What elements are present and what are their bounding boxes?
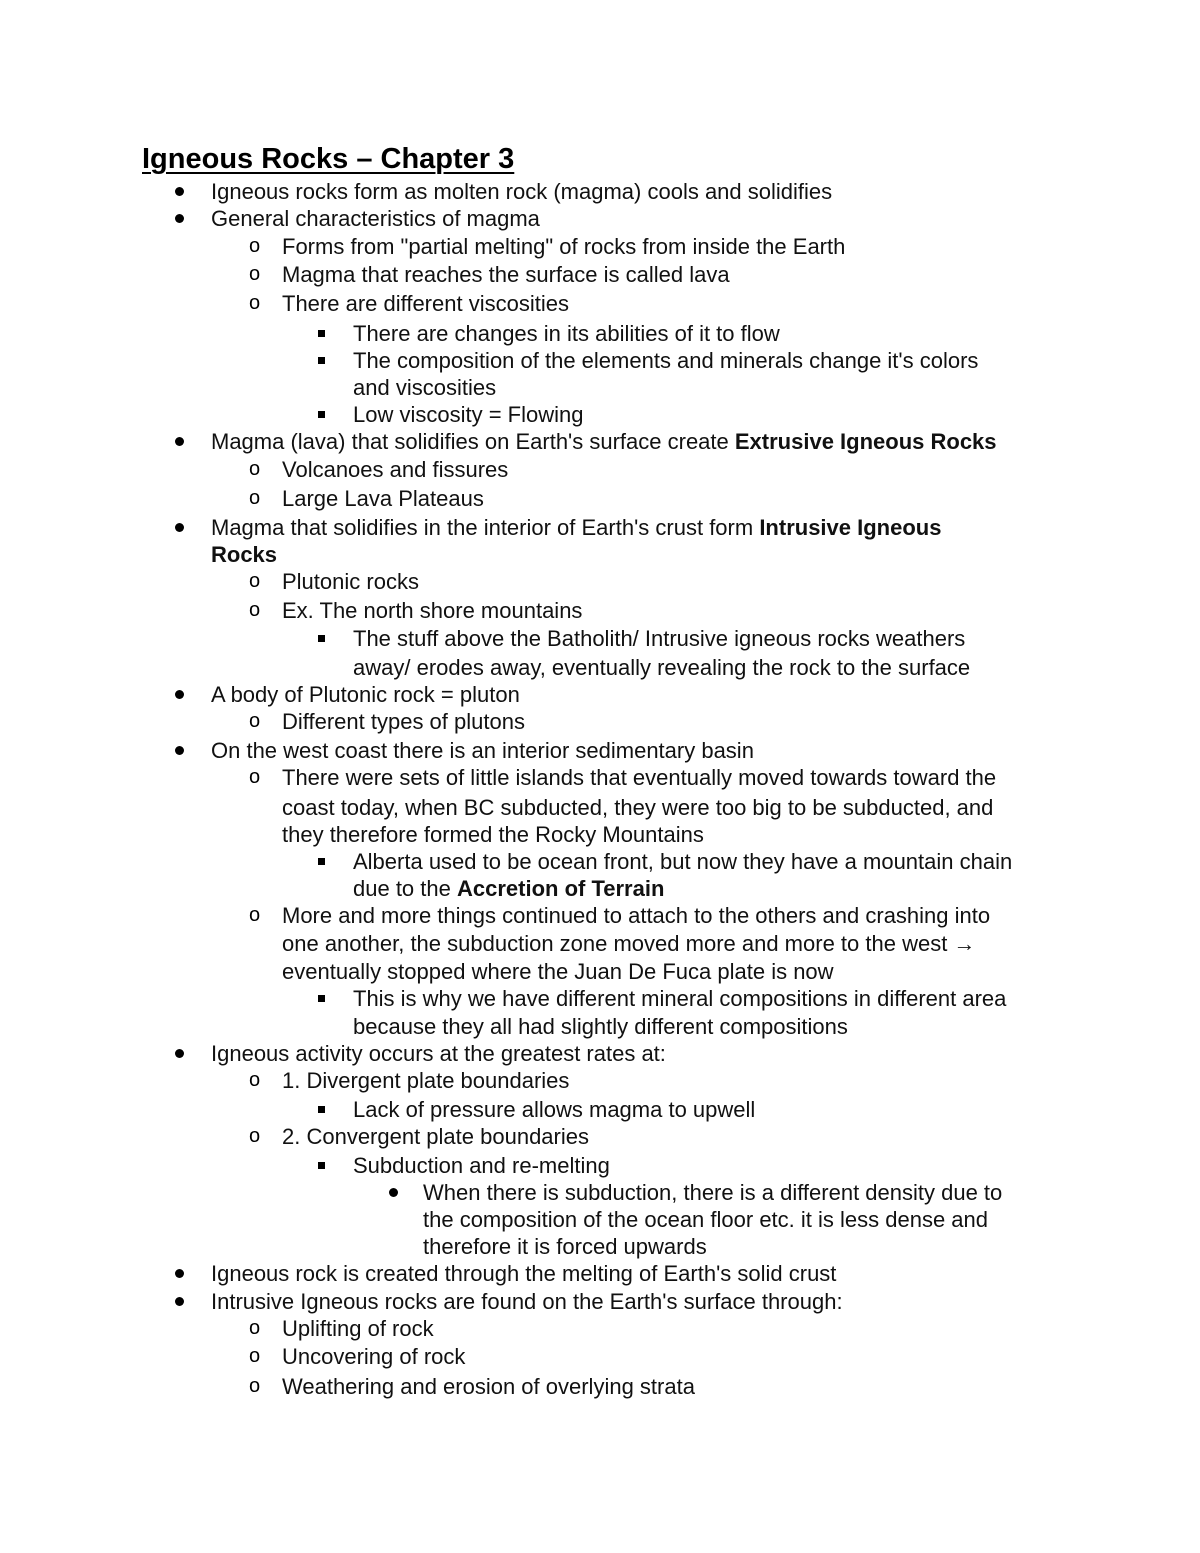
bullet-square-icon (318, 635, 325, 642)
text-run: Magma that reaches the surface is called lava (282, 262, 730, 287)
bullet-square-icon (318, 995, 325, 1002)
list-item-line (353, 654, 970, 681)
list-item-line (282, 261, 730, 288)
bullet-circle-icon: o (249, 1375, 261, 1397)
bullet-dot-icon (175, 1269, 184, 1278)
list-item-line (282, 902, 990, 929)
bold-term: Rocks (211, 542, 278, 567)
list-item-line (211, 737, 754, 764)
bullet-circle-icon: o (249, 766, 261, 788)
text-run: There are different viscosities (282, 291, 569, 316)
bullet-circle-icon: o (249, 292, 261, 314)
bullet-square-icon (318, 858, 325, 865)
bullet-circle-icon: o (249, 599, 261, 621)
text-run: the composition of the ocean floor etc. it is less dense and (423, 1207, 988, 1232)
list-item-line (282, 1315, 434, 1342)
list-item-line (211, 1288, 843, 1315)
text-run: one another, the subduction zone moved more and more to the west (282, 931, 954, 956)
list-item-line (282, 1067, 569, 1094)
list-item-line (353, 848, 1012, 875)
bullet-square-icon (318, 330, 325, 337)
list-item-line (282, 597, 582, 624)
bold-term: Intrusive Igneous (759, 515, 942, 540)
bullet-circle-icon: o (249, 710, 261, 732)
text-run: Uplifting of rock (282, 1316, 434, 1341)
list-item-line (282, 821, 704, 848)
list-item-line (353, 985, 1006, 1012)
text-run: Forms from "partial melting" of rocks from inside the Earth (282, 234, 846, 259)
text-run: Alberta used to be ocean front, but now they have a mountain chain (353, 849, 1013, 874)
text-run: Volcanoes and fissures (282, 457, 509, 482)
bullet-dot-icon (175, 690, 184, 699)
list-item-line (282, 764, 996, 791)
list-item-line (282, 930, 975, 957)
list-item-line (211, 541, 277, 568)
bullet-circle-icon: o (249, 458, 261, 480)
bullet-dot-icon (175, 214, 184, 223)
bullet-circle-icon: o (249, 1069, 261, 1091)
bullet-dot-icon (175, 523, 184, 532)
text-run: eventually stopped where the Juan De Fuca plate is now (282, 959, 834, 984)
list-item-line (423, 1179, 1002, 1206)
list-item-line (282, 708, 525, 735)
text-run: Large Lava Plateaus (282, 486, 484, 511)
list-item-line (282, 456, 508, 483)
text-run: Magma that solidifies in the interior of Earth's crust form (211, 515, 760, 540)
text-run: More and more things continued to attach to the others and crashing into (282, 903, 991, 928)
text-run: Low viscosity = Flowing (353, 402, 584, 427)
text-run: Igneous activity occurs at the greatest rates at: (211, 1041, 666, 1066)
list-item-line (282, 1373, 695, 1400)
list-item-line (353, 625, 965, 652)
text-run: Intrusive Igneous rocks are found on the Earth's surface through: (211, 1289, 843, 1314)
list-item-line (282, 1123, 589, 1150)
bullet-circle-icon: o (249, 487, 261, 509)
list-item-line (211, 1040, 666, 1067)
text-run: they therefore formed the Rocky Mountains (282, 822, 704, 847)
text-run: Subduction and re-melting (353, 1153, 610, 1178)
text-run: The stuff above the Batholith/ Intrusive igneous rocks weathers (353, 626, 966, 651)
text-run: coast today, when BC subducted, they were too big to be subducted, and (282, 795, 994, 820)
bullet-dot-icon (175, 1049, 184, 1058)
bold-term: Extrusive Igneous Rocks (734, 429, 997, 454)
text-run: Igneous rocks form as molten rock (magma) cools and solidifies (211, 179, 833, 204)
list-item-line (282, 958, 834, 985)
text-run: There are changes in its abilities of it to flow (353, 321, 780, 346)
text-run: Different types of plutons (282, 709, 525, 734)
text-run: Uncovering of rock (282, 1344, 466, 1369)
list-item-line (353, 1152, 610, 1179)
bullet-circle-icon: o (249, 1345, 261, 1367)
bullet-dot-icon (175, 187, 184, 196)
text-run: The composition of the elements and minerals change it's colors (353, 348, 979, 373)
text-run: away/ erodes away, eventually revealing the rock to the surface (353, 655, 971, 680)
text-run: 2. Convergent plate boundaries (282, 1124, 589, 1149)
bullet-circle-icon: o (249, 235, 261, 257)
list-item-line (211, 178, 832, 205)
list-item-line (282, 485, 484, 512)
list-item-line (211, 428, 997, 455)
text-run: Ex. The north shore mountains (282, 598, 583, 623)
text-run: Lack of pressure allows magma to upwell (353, 1097, 756, 1122)
bullet-circle-icon: o (249, 1317, 261, 1339)
bullet-dot-icon (175, 437, 184, 446)
list-item-line (211, 205, 540, 232)
bullet-dot-icon (175, 746, 184, 755)
bold-term: → (953, 931, 976, 956)
text-run: 1. Divergent plate boundaries (282, 1068, 570, 1093)
list-item-line (353, 1096, 755, 1123)
list-item-line (282, 568, 419, 595)
bullet-circle-icon: o (249, 1125, 261, 1147)
list-item-line (423, 1233, 707, 1260)
bullet-square-icon (318, 1106, 325, 1113)
list-item-line (353, 1013, 848, 1040)
text-run: due to the (353, 876, 457, 901)
text-run: A body of Plutonic rock = pluton (211, 682, 520, 707)
text-run: Weathering and erosion of overlying strata (282, 1374, 695, 1399)
list-item-line (353, 401, 583, 428)
list-item-line (211, 681, 520, 708)
bullet-square-icon (318, 411, 325, 418)
list-item-line (282, 290, 569, 317)
bullet-circle-icon: o (249, 263, 261, 285)
bold-term: Accretion of Terrain (456, 876, 665, 901)
text-run: Magma (lava) that solidifies on Earth's surface create (211, 429, 735, 454)
text-run: because they all had slightly different compositions (353, 1014, 848, 1039)
bullet-dot-icon (389, 1188, 398, 1197)
text-run: This is why we have different mineral compositions in different area (353, 986, 1007, 1011)
bullet-square-icon (318, 357, 325, 364)
text-run: On the west coast there is an interior sedimentary basin (211, 738, 754, 763)
list-item-line (211, 514, 941, 541)
list-item-line (282, 1343, 465, 1370)
text-run: General characteristics of magma (211, 206, 540, 231)
page-title: Igneous Rocks – Chapter 3 (142, 143, 515, 175)
list-item-line (353, 347, 978, 374)
bullet-square-icon (318, 1162, 325, 1169)
list-item-line (211, 1260, 836, 1287)
list-item-line (423, 1206, 988, 1233)
list-item-line (282, 794, 993, 821)
bullet-circle-icon: o (249, 904, 261, 926)
list-item-line (353, 875, 664, 902)
bullet-circle-icon: o (249, 570, 261, 592)
text-run: and viscosities (353, 375, 497, 400)
text-run: Igneous rock is created through the melting of Earth's solid crust (211, 1261, 837, 1286)
text-run: Plutonic rocks (282, 569, 419, 594)
list-item-line (282, 233, 845, 260)
text-run: therefore it is forced upwards (423, 1234, 707, 1259)
list-item-line (353, 374, 496, 401)
text-run: There were sets of little islands that eventually moved towards toward the (282, 765, 997, 790)
list-item-line (353, 320, 780, 347)
bullet-dot-icon (175, 1297, 184, 1306)
text-run: When there is subduction, there is a different density due to (423, 1180, 1003, 1205)
